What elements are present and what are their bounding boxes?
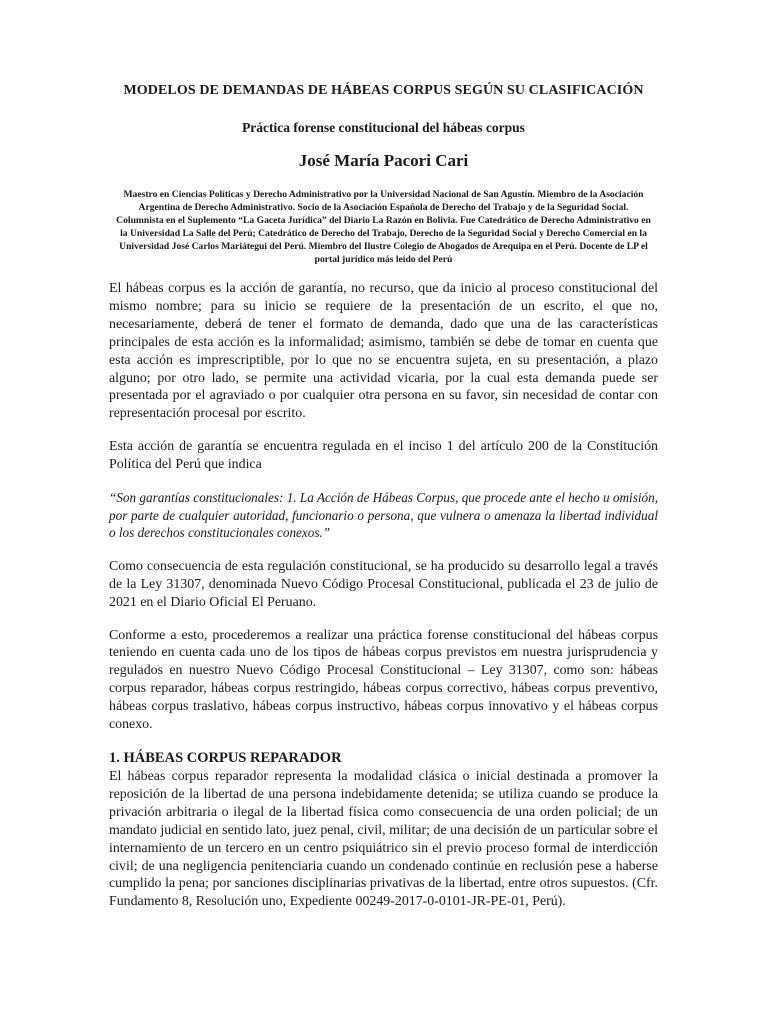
paragraph-intro: El hábeas corpus es la acción de garantía, no recurso, que da inicio al proceso constitucional del mismo nombre; para su inicio se requiere de la presentación de un escrito, el que no, necesariamente, deberá de tener el formato de demanda, dado que una de las características principales de esta acción es la informalidad; asimismo, también se debe de tomar en cuenta que esta acción es imprescriptible, por lo que no se encuentra sujeta, en su presentación, a plazo alguno; por otro lado, se permite una actividad vicaria, por la cual esta demanda puede ser presentada por el agraviado o por cualquier otra persona en su favor, sin necesidad de contar con representación procesal por escrito. xyxy=(109,281,658,422)
section-text-reparador: El hábeas corpus reparador representa la modalidad clásica o inicial destinada a promover la reposición de la libertad de una persona indebidamente detenida; se utiliza cuando se produce la privación arbitraria o ilegal de la libertad física como consecuencia de una orden policial; de un mandato judicial en sentido lato, juez penal, civil, militar; de una decisión de un particular sobre el internamiento de un tercero en un centro psiquiátrico sin el previo proceso formal de interdicción civil; de una negligencia penitenciaria cuando un condenado continúe en reclusión pese a haberse cumplido la pena; por sanciones disciplinarias privativas de la libertad, entre otros supuestos. (Cfr. Fundamento 8, Resolución uno, Expediente 00249-2017-0-0101-JR-PE-01, Perú). xyxy=(109,769,658,910)
document-title: MODELOS DE DEMANDAS DE HÁBEAS CORPUS SEGÚN SU CLASIFICACIÓN xyxy=(123,83,644,98)
author-name: José María Pacori Cari xyxy=(298,151,469,170)
paragraph-practice-types: Conforme a esto, procederemos a realizar una práctica forense constitucional del hábeas corpus teniendo en cuenta cada uno de los tipos de hábeas corpus previstos em nuestra jurisprudencia y regulados en nuestro Nuevo Código Procesal Constitucional – Ley 31307, como son: hábeas corpus reparador, hábeas corpus restringido, hábeas corpus correctivo, hábeas corpus preventivo, hábeas corpus traslativo, hábeas corpus instructivo, hábeas corpus innovativo y el hábeas corpus conexo. xyxy=(109,627,658,733)
constitution-quote: “Son garantías constitucionales: 1. La Acción de Hábeas Corpus, que procede ante el hecho u omisión, por parte de cualquier autoridad, funcionario o persona, que vulnera o amenaza la libertad individual o los derechos constitucionales conexos.” xyxy=(109,490,658,541)
document-content xyxy=(109,82,658,911)
document-subtitle: Práctica forense constitucional del hábeas corpus xyxy=(242,120,525,135)
paragraph-regulation: Esta acción de garantía se encuentra regulada en el inciso 1 del artículo 200 de la Constitución Política del Perú que indica xyxy=(109,439,658,473)
section-heading-reparador: 1. HÁBEAS CORPUS REPARADOR xyxy=(109,750,342,766)
author-bio: Maestro en Ciencias Políticas y Derecho Administrativo por la Universidad Nacional de San Agustín. Miembro de la Asociación Argentina de Derecho Administrativo. Socio de la Asociación Española de Derecho del Trabajo y de la Seguridad Social. Columnista en el Suplemento “La Gaceta Jurídica” del Diario La Razón en Bolivia. Fue Catedrático de Derecho Administrativo en la Universidad La Salle del Perú; Catedrático de Derecho del Trabajo, Derecho de la Seguridad Social y Derecho Comercial en la Universidad José Carlos Mariátegui del Perú. Miembro del Ilustre Colegio de Abogados de Arequipa en el Perú. Docente de LP el portal jurídico más leído del Perú xyxy=(116,189,651,265)
paragraph-legal-development: Como consecuencia de esta regulación constitucional, se ha producido su desarrollo legal a través de la Ley 31307, denominada Nuevo Código Procesal Constitucional, publicada el 23 de julio de 2021 en el Diario Oficial El Peruano. xyxy=(109,558,658,610)
